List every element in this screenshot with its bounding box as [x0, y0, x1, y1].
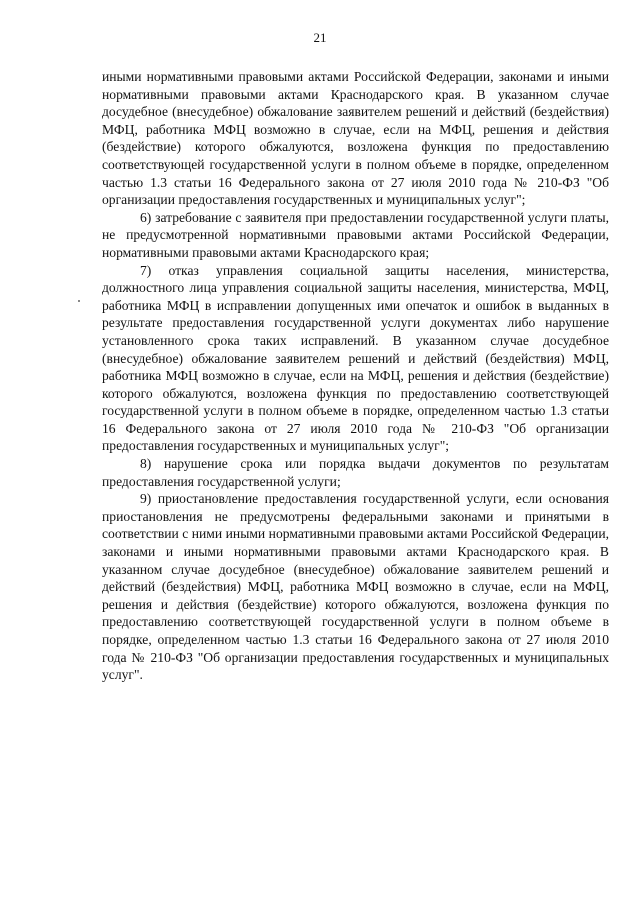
margin-scan-mark	[78, 300, 80, 302]
paragraph-continuation: иными нормативными правовыми актами Российской Федерации, законами и иными нормативными правовыми актами Краснодарского края. В указанном случае досудебное (внесудебное) обжалование заявителем решений и действий (бездействия) МФЦ, работника МФЦ возможно в случае, если на МФЦ, решения и действия (бездействие) которого обжалуются, возложена функция по предоставлению соответствующей государственной услуги в полном объеме в порядке, определенном частью 1.3 статьи 16 Федерального закона от 27 июля 2010 года № 210-ФЗ "Об организации предоставления государственных и муниципальных услуг";	[102, 69, 609, 208]
page-number: 21	[313, 30, 327, 45]
document-body	[102, 68, 609, 684]
paragraph-item-6: 6) затребование с заявителя при предоставлении государственной услуги платы, не предусмотренной нормативными правовыми актами Российской Федерации, нормативными правовыми актами Краснодарского края;	[102, 209, 609, 260]
paragraph-item-7: 7) отказ управления социальной защиты населения, министерства, должностного лица управления социальной защиты населения, министерства, МФЦ, работника МФЦ в исправлении допущенных ими опечаток и ошибок в выданных в результате предоставления государственной услуги документах либо нарушение установленного срока таких исправлений. В указанном случае досудебное (внесудебное) обжалование заявителем решений и действий (бездействия) МФЦ, работника МФЦ возможно в случае, если на МФЦ, решения и действия (бездействие) которого обжалуются, возложена функция по предоставлению соответствующей государственной услуги в полном объеме в порядке, определенном частью 1.3 статьи 16 Федерального закона от 27 июля 2010 года № 210-ФЗ "Об организации предоставления государственных и муниципальных услуг";	[102, 262, 609, 454]
paragraph-item-9: 9) приостановление предоставления государственной услуги, если основания приостановления не предусмотрены федеральными законами и принятыми в соответствии с ними иными нормативными правовыми актами Российской Федерации, законами и иными нормативными правовыми актами Краснодарского края. В указанном случае досудебное (внесудебное) обжалование заявителем решений и действий (бездействия) МФЦ, работника МФЦ возможно в случае, если на МФЦ, решения и действия (бездействие) которого обжалуются, возложена функция по предоставлению соответствующей государственной услуги в полном объеме в порядке, определенном частью 1.3 статьи 16 Федерального закона от 27 июля 2010 года № 210-ФЗ "Об организации предоставления государственных и муниципальных услуг".	[102, 491, 609, 683]
paragraph-item-8: 8) нарушение срока или порядка выдачи документов по результатам предоставления государственной услуги;	[102, 456, 609, 489]
